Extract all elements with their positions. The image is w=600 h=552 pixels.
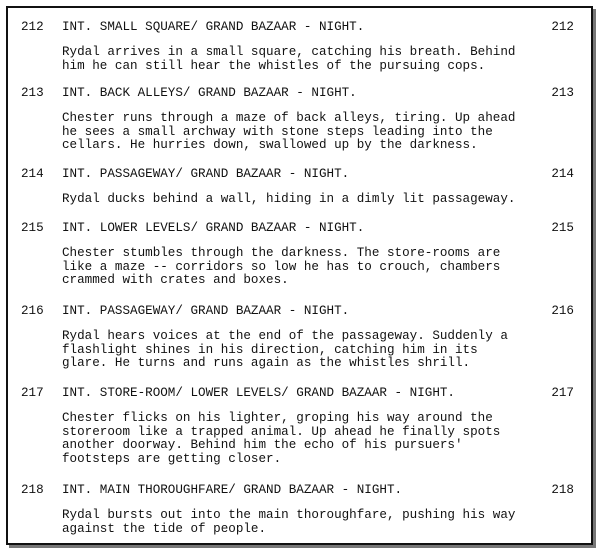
scene-number-left: 213 (21, 86, 44, 100)
scene-action: Rydal bursts out into the main thoroughfare, pushing his way against the tide of people. (62, 508, 516, 536)
scene-action: Chester stumbles through the darkness. The store-rooms are like a maze -- corridors so low he has to crouch, chambers crammed with crates and boxes. (62, 246, 501, 288)
scene-number-left: 216 (21, 304, 44, 318)
scene-number-right: 217 (551, 386, 574, 400)
scene-number-left: 217 (21, 386, 44, 400)
scene-slugline: INT. PASSAGEWAY/ GRAND BAZAAR - NIGHT. (62, 304, 350, 318)
scene-213 (8, 86, 591, 153)
scene-heading-row (8, 20, 591, 34)
scene-slugline: INT. MAIN THOROUGHFARE/ GRAND BAZAAR - NIGHT. (62, 483, 403, 497)
script-body (8, 8, 591, 543)
scene-action: Rydal ducks behind a wall, hiding in a dimly lit passageway. (62, 192, 516, 206)
scene-215 (8, 221, 591, 288)
screenplay-page (6, 6, 593, 545)
scene-217 (8, 386, 591, 466)
scene-heading-row (8, 304, 591, 318)
scene-action: Chester runs through a maze of back alleys, tiring. Up ahead he sees a small archway with stone steps leading into the cellars. He hurries down, swallowed up by the darkness. (62, 111, 516, 153)
scene-number-right: 216 (551, 304, 574, 318)
scene-heading-row (8, 167, 591, 181)
scene-slugline: INT. SMALL SQUARE/ GRAND BAZAAR - NIGHT. (62, 20, 365, 34)
scene-heading-row (8, 221, 591, 235)
scene-number-left: 218 (21, 483, 44, 497)
scene-number-right: 213 (551, 86, 574, 100)
scene-214 (8, 167, 591, 206)
scene-number-left: 214 (21, 167, 44, 181)
scene-216 (8, 304, 591, 371)
scene-number-left: 212 (21, 20, 44, 34)
scene-number-right: 218 (551, 483, 574, 497)
scene-slugline: INT. PASSAGEWAY/ GRAND BAZAAR - NIGHT. (62, 167, 350, 181)
scene-heading-row (8, 86, 591, 100)
scene-212 (8, 20, 591, 73)
scene-number-right: 212 (551, 20, 574, 34)
scene-heading-row (8, 483, 591, 497)
scene-action: Rydal hears voices at the end of the passageway. Suddenly a flashlight shines in his direction, catching him in its glare. He turns and runs again as the whistles shrill. (62, 329, 508, 371)
scene-number-left: 215 (21, 221, 44, 235)
scene-number-right: 214 (551, 167, 574, 181)
scene-218 (8, 483, 591, 536)
scene-slugline: INT. LOWER LEVELS/ GRAND BAZAAR - NIGHT. (62, 221, 365, 235)
scene-heading-row (8, 386, 591, 400)
scene-action: Chester flicks on his lighter, groping his way around the storeroom like a trapped animal. Up ahead he finally spots another doorway. Behind him the echo of his pursuers' footsteps are getting closer. (62, 411, 501, 466)
scene-slugline: INT. STORE-ROOM/ LOWER LEVELS/ GRAND BAZAAR - NIGHT. (62, 386, 455, 400)
scene-number-right: 215 (551, 221, 574, 235)
scene-action: Rydal arrives in a small square, catching his breath. Behind him he can still hear the whistles of the pursuing cops. (62, 45, 516, 73)
scene-slugline: INT. BACK ALLEYS/ GRAND BAZAAR - NIGHT. (62, 86, 357, 100)
